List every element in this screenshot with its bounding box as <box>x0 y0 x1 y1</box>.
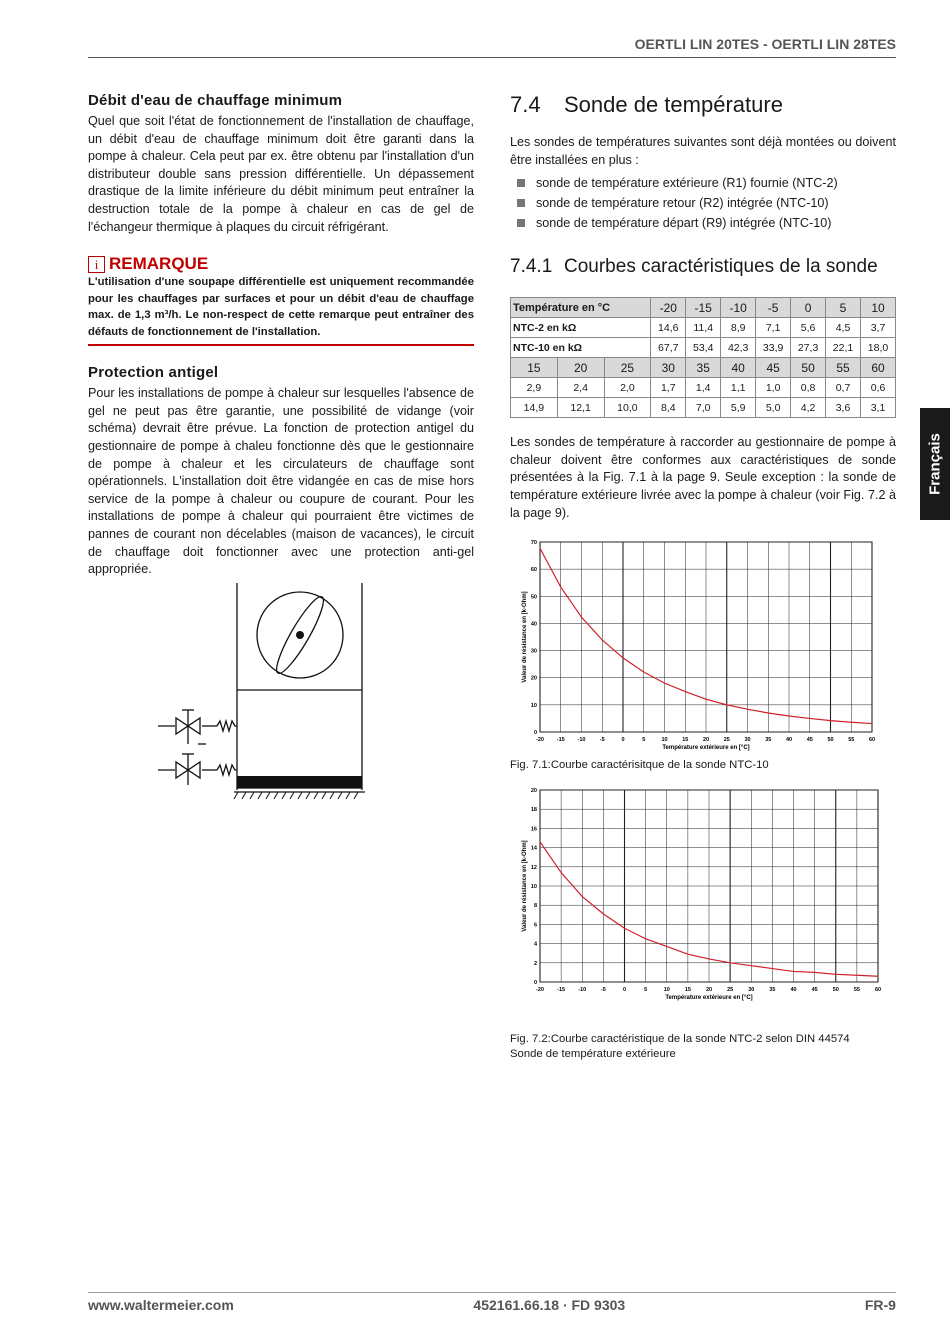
table-cell: 7,1 <box>756 318 791 338</box>
table-cell: -15 <box>686 298 721 318</box>
remark-text: L'utilisation d'une soupape différentielle est uniquement recommandée pour les chauffages par surfaces et pour un débit d'eau de chauffage max. de 1,3 m³/h. Le non-respect de cette remarque peut entraîner des défauts de fonctionnement de l'installation. <box>88 276 474 338</box>
right-column <box>510 92 896 522</box>
x-tick-label: 15 <box>682 737 689 743</box>
section-title-min-flow: Débit d'eau de chauffage minimum <box>88 92 343 109</box>
table-cell: 5,9 <box>721 398 756 418</box>
list-item: sonde de température extérieure (R1) fournie (NTC-2) <box>510 173 896 193</box>
x-tick-label: 30 <box>748 987 755 993</box>
x-tick-label: -20 <box>536 737 544 743</box>
x-tick-label: 45 <box>811 987 818 993</box>
table-cell: 67,7 <box>651 338 686 358</box>
y-tick-label: 60 <box>530 567 537 574</box>
language-tab <box>920 408 950 520</box>
table-cell: 5,0 <box>756 398 791 418</box>
table-cell: 55 <box>826 358 861 378</box>
subsection-number: 7.4.1 <box>510 256 553 278</box>
y-tick-label: 40 <box>530 621 537 628</box>
y-tick-label: 2 <box>533 960 537 967</box>
table-cell: 1,1 <box>721 378 756 398</box>
footer-website: www.waltermeier.com <box>88 1297 234 1313</box>
table-cell: 0,6 <box>861 378 896 398</box>
header-title: OERTLI LIN 20TES - OERTLI LIN 28TES <box>634 36 896 52</box>
table-cell: 14,9 <box>511 398 558 418</box>
list-item: sonde de température départ (R9) intégrée (NTC-10) <box>510 213 896 233</box>
table-row <box>511 338 896 358</box>
table-cell: 27,3 <box>791 338 826 358</box>
table-row <box>511 358 896 378</box>
table-cell: 1,0 <box>756 378 791 398</box>
table-cell: 50 <box>791 358 826 378</box>
y-tick-label: 0 <box>533 980 537 986</box>
table-row <box>511 398 896 418</box>
x-tick-label: 0 <box>622 987 627 993</box>
table-cell: 12,1 <box>557 398 604 418</box>
table-cell: 5,6 <box>791 318 826 338</box>
x-tick-label: -15 <box>557 987 566 993</box>
x-tick-label: 5 <box>642 737 646 743</box>
table-cell: 0 <box>791 298 826 318</box>
x-tick-label: 25 <box>727 987 734 993</box>
caption-line: Sonde de température extérieure <box>510 1048 676 1060</box>
page-header <box>88 36 896 58</box>
table-row <box>511 378 896 398</box>
figure-caption-7-2 <box>510 1032 850 1062</box>
table-cell: 4,5 <box>826 318 861 338</box>
x-axis-label: Température extérieure en [°C] <box>665 995 753 1001</box>
remark-header <box>88 254 474 274</box>
table-cell: 1,7 <box>651 378 686 398</box>
x-tick-label: 35 <box>765 737 772 743</box>
y-axis-label: Valeur de résistance en [k-Ohm] <box>522 840 528 932</box>
x-tick-label: 55 <box>848 737 855 743</box>
sensor-table <box>510 297 896 418</box>
x-tick-label: -10 <box>578 987 587 993</box>
table-cell: 1,4 <box>686 378 721 398</box>
table-cell: 14,6 <box>651 318 686 338</box>
table-cell: 4,2 <box>791 398 826 418</box>
table-cell: 5 <box>826 298 861 318</box>
x-tick-label: 0 <box>621 737 625 743</box>
section-title-antifreeze: Protection antigel <box>88 364 219 382</box>
y-tick-label: 18 <box>530 807 537 814</box>
table-cell: NTC-10 en kΩ <box>511 338 651 358</box>
sensor-paragraph: Les sondes de température à raccorder au gestionnaire de pompe à chaleur doivent être conformes aux caractéristiques de sonde présentées à la Fig. 7.1 à la page 9. Seule exception : la sonde de température extérieure livrée avec la pompe à chaleur (voir Fig. 7.2 à la page 9). <box>510 435 896 520</box>
x-tick-label: 10 <box>661 737 668 743</box>
table-cell: 53,4 <box>686 338 721 358</box>
table-cell: 33,9 <box>756 338 791 358</box>
x-tick-label: 40 <box>785 737 793 743</box>
table-cell: 8,4 <box>651 398 686 418</box>
y-tick-label: 16 <box>530 826 537 833</box>
table-cell: 18,0 <box>861 338 896 358</box>
table-cell: 10,0 <box>604 398 651 418</box>
y-tick-label: 8 <box>533 903 537 910</box>
x-tick-label: 60 <box>868 737 876 743</box>
footer-page-number: FR-9 <box>864 1297 896 1313</box>
y-tick-label: 20 <box>530 675 537 682</box>
y-tick-label: 20 <box>530 788 537 794</box>
y-tick-label: 4 <box>533 941 537 948</box>
list-item: sonde de température retour (R2) intégrée (NTC-10) <box>510 193 896 213</box>
left-column <box>88 92 474 579</box>
table-cell: 2,4 <box>557 378 604 398</box>
table-row <box>511 298 896 318</box>
table-cell: 20 <box>557 358 604 378</box>
table-cell: -10 <box>721 298 756 318</box>
table-cell: 42,3 <box>721 338 756 358</box>
antifreeze-text: Pour les installations de pompe à chaleur sur lesquelles l'absence de gel ne peut pas être garantie, une possibilité de vidange (voir schéma) devrait être prévue. La fonction de protection antigel du gestionnaire de pompe à chaleu fonctionne dès que le gestionnaire de pompe à chaleur et les circulateurs de chauffage sont opérationnels. L'installation doit être vidangée en cas de mise hors service de la pompe à chaleur ou coupure de courant. Pour les installations de pompe à chaleur qui pourraient être victimes de pannes de courant non décelables (maison de vacances), le circuit de chauffage doit fonctionner avec une protection anti-gel appropriée. <box>88 386 474 577</box>
intro-text: Les sondes de températures suivantes sont déjà montées ou doivent être installées en plus : <box>510 135 896 167</box>
table-cell: 25 <box>604 358 651 378</box>
y-tick-label: 10 <box>530 702 537 709</box>
table-cell: 30 <box>651 358 686 378</box>
drain-schematic <box>150 580 370 805</box>
y-tick-label: 10 <box>530 884 537 890</box>
figure-caption-7-1: Fig. 7.1:Courbe caractérisitque de la sonde NTC-10 <box>510 759 769 771</box>
table-cell: -20 <box>651 298 686 318</box>
footer-doc-number: 452161.66.18 · FD 9303 <box>473 1297 626 1313</box>
subsection-heading-7-4-1 <box>510 255 896 279</box>
x-tick-label: 35 <box>769 987 776 993</box>
x-tick-label: 50 <box>827 737 834 743</box>
table-cell: 11,4 <box>686 318 721 338</box>
x-tick-label: 55 <box>853 987 860 993</box>
x-tick-label: 30 <box>744 737 751 743</box>
y-tick-label: 70 <box>530 540 537 546</box>
x-tick-label: 10 <box>663 987 670 993</box>
x-tick-label: 50 <box>832 987 839 993</box>
table-cell: NTC-2 en kΩ <box>511 318 651 338</box>
y-tick-label: 0 <box>533 730 537 736</box>
table-cell: 10 <box>861 298 896 318</box>
x-tick-label: -20 <box>536 987 544 993</box>
y-tick-label: 6 <box>533 922 537 929</box>
sensor-list <box>510 173 896 233</box>
table-cell: 2,9 <box>511 378 558 398</box>
ntc10-chart <box>510 536 890 752</box>
section-number: 7.4 <box>510 92 541 117</box>
language-tab-label: Français <box>926 433 944 495</box>
table-cell: 0,7 <box>826 378 861 398</box>
table-cell: 2,0 <box>604 378 651 398</box>
table-cell: 0,8 <box>791 378 826 398</box>
x-tick-label: -10 <box>577 737 586 743</box>
table-cell: 3,1 <box>861 398 896 418</box>
table-cell: Température en °C <box>511 298 651 318</box>
section-title: Sonde de température <box>564 92 783 117</box>
ntc2-chart <box>510 784 890 1006</box>
x-tick-label: 20 <box>702 737 710 743</box>
table-cell: 35 <box>686 358 721 378</box>
x-tick-label: -5 <box>600 987 606 993</box>
caption-line: Fig. 7.2:Courbe caractéristique de la sonde NTC-2 selon DIN 44574 <box>510 1033 850 1045</box>
x-tick-label: -5 <box>599 737 605 743</box>
subsection-title: Courbes caractéristiques de la sonde <box>564 256 878 278</box>
table-cell: 3,6 <box>826 398 861 418</box>
y-axis-label: Valeur de résistance en [k-Ohm] <box>522 591 528 683</box>
section-heading-7-4 <box>510 92 896 118</box>
table-cell: 40 <box>721 358 756 378</box>
x-tick-label: 45 <box>806 737 813 743</box>
x-tick-label: 15 <box>684 987 691 993</box>
x-axis-label: Température extérieure en [°C] <box>662 745 750 751</box>
table-cell: 15 <box>511 358 558 378</box>
table-cell: 22,1 <box>826 338 861 358</box>
min-flow-text: Quel que soit l'état de fonctionnement de l'installation de chauffage, un débit d'eau de chauffage minimum doit être garanti dans la pompe à chaleur. Cela peut par ex. être obtenu par l'installation d'un distributeur double sans pression différentielle. Un dépassement drastique de la limite inférieure du débit minimum peut entraîner la destruction totale de la pompe à chaleur en cas de gel de l'échangeur thermique à plaques du circuit réfrigérant. <box>88 114 474 234</box>
x-tick-label: 25 <box>723 737 730 743</box>
x-tick-label: 60 <box>874 987 882 993</box>
x-tick-label: -15 <box>556 737 565 743</box>
x-tick-label: 5 <box>644 987 648 993</box>
y-tick-label: 50 <box>530 594 537 601</box>
remark-box <box>88 254 474 346</box>
y-tick-label: 14 <box>530 845 537 852</box>
page-footer <box>88 1292 896 1313</box>
table-cell: -5 <box>756 298 791 318</box>
table-row <box>511 318 896 338</box>
x-tick-label: 40 <box>790 987 797 993</box>
table-cell: 8,9 <box>721 318 756 338</box>
table-cell: 60 <box>861 358 896 378</box>
y-tick-label: 12 <box>530 864 537 871</box>
y-tick-label: 30 <box>530 648 537 655</box>
info-icon: i <box>88 256 105 273</box>
table-cell: 45 <box>756 358 791 378</box>
table-cell: 3,7 <box>861 318 896 338</box>
table-cell: 7,0 <box>686 398 721 418</box>
x-tick-label: 20 <box>705 987 713 993</box>
remark-label: REMARQUE <box>109 254 209 274</box>
